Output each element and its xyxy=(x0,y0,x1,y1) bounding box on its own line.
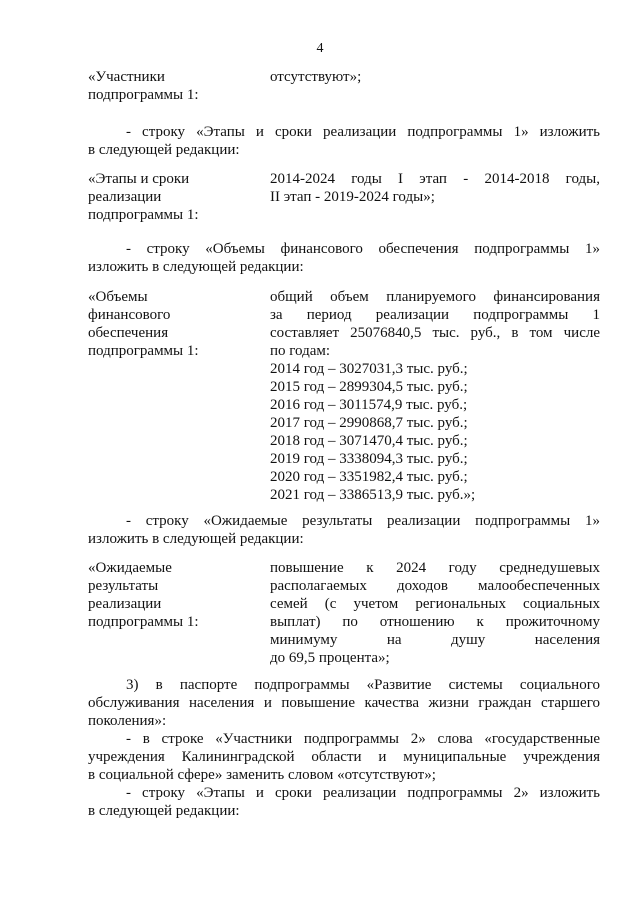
instruction-paragraph xyxy=(88,123,600,159)
paragraph-line: в следующей редакции: xyxy=(88,142,240,158)
value-line: 2021 год – 3386513,9 тыс. руб.»; xyxy=(270,487,476,503)
value-line: общий объем планируемого финансирования xyxy=(270,289,600,305)
row-label xyxy=(88,288,258,360)
instruction-paragraph xyxy=(88,730,600,784)
instruction-paragraph xyxy=(88,240,600,276)
paragraph-line: поколения»: xyxy=(88,713,167,729)
paragraph-line: изложить в следующей редакции: xyxy=(88,259,304,275)
paragraph-line: - строку «Этапы и сроки реализации подпрограммы 1» изложить xyxy=(126,124,600,140)
page-number: 4 xyxy=(316,41,324,56)
paragraph-line: - строку «Ожидаемые результаты реализации подпрограммы 1» xyxy=(126,513,600,529)
row-value xyxy=(270,170,600,206)
paragraph-line: в следующей редакции: xyxy=(88,803,240,819)
row-label xyxy=(88,68,258,104)
instruction-paragraph xyxy=(88,784,600,820)
value-line: до 69,5 процента»; xyxy=(270,650,390,666)
value-line: 2016 год – 3011574,9 тыс. руб.; xyxy=(270,397,468,413)
label-line: «Участники xyxy=(88,69,165,85)
value-line: выплат) по отношению к прожиточному xyxy=(270,614,600,630)
label-line: финансового xyxy=(88,307,171,323)
label-line: «Этапы и сроки xyxy=(88,171,190,187)
value-line: II этап - 2019-2024 годы»; xyxy=(270,189,435,205)
label-line: подпрограммы 1: xyxy=(88,343,199,359)
row-label xyxy=(88,170,258,224)
paragraph-line: обслуживания населения и повышение качества жизни граждан старшего xyxy=(88,695,600,711)
value-line: составляет 25076840,5 тыс. руб., в том числе xyxy=(270,325,600,341)
value-line: 2017 год – 2990868,7 тыс. руб.; xyxy=(270,415,468,431)
label-line: реализации xyxy=(88,596,162,612)
paragraph-line: 3) в паспорте подпрограммы «Развитие системы социального xyxy=(126,677,600,693)
row-value xyxy=(270,559,600,667)
row-label xyxy=(88,559,258,631)
label-line: реализации xyxy=(88,189,162,205)
label-line: обеспечения xyxy=(88,325,169,341)
value-line: 2019 год – 3338094,3 тыс. руб.; xyxy=(270,451,468,467)
paragraph-line: учреждения Калининградской области и муниципальные учреждения xyxy=(88,749,600,765)
section-paragraph xyxy=(88,676,600,730)
row-value xyxy=(270,288,600,504)
paragraph-line: изложить в следующей редакции: xyxy=(88,531,304,547)
paragraph-line: - строку «Объемы финансового обеспечения подпрограммы 1» xyxy=(126,241,600,257)
label-line: подпрограммы 1: xyxy=(88,87,199,103)
value-line: 2018 год – 3071470,4 тыс. руб.; xyxy=(270,433,468,449)
paragraph-line: - в строке «Участники подпрограммы 2» слова «государственные xyxy=(126,731,600,747)
label-line: подпрограммы 1: xyxy=(88,207,199,223)
label-line: подпрограммы 1: xyxy=(88,614,199,630)
value-line: располагаемых доходов малообеспеченных xyxy=(270,578,600,594)
value-line: 2020 год – 3351982,4 тыс. руб.; xyxy=(270,469,468,485)
label-line: результаты xyxy=(88,578,159,594)
value-line: отсутствуют»; xyxy=(270,69,362,85)
label-line: «Ожидаемые xyxy=(88,560,172,576)
value-line: минимуму на душу населения xyxy=(270,632,600,648)
row-value xyxy=(270,68,600,86)
value-line: 2014-2024 годы I этап - 2014-2018 годы, xyxy=(270,171,600,187)
paragraph-line: в социальной сфере» заменить словом «отсутствуют»; xyxy=(88,767,436,783)
label-line: «Объемы xyxy=(88,289,148,305)
value-line: за период реализации подпрограммы 1 xyxy=(270,307,600,323)
value-line: 2015 год – 2899304,5 тыс. руб.; xyxy=(270,379,468,395)
value-line: по годам: xyxy=(270,343,331,359)
value-line: 2014 год – 3027031,3 тыс. руб.; xyxy=(270,361,468,377)
value-line: повышение к 2024 году среднедушевых xyxy=(270,560,600,576)
instruction-paragraph xyxy=(88,512,600,548)
value-line: семей (с учетом региональных социальных xyxy=(270,596,600,612)
paragraph-line: - строку «Этапы и сроки реализации подпрограммы 2» изложить xyxy=(126,785,600,801)
